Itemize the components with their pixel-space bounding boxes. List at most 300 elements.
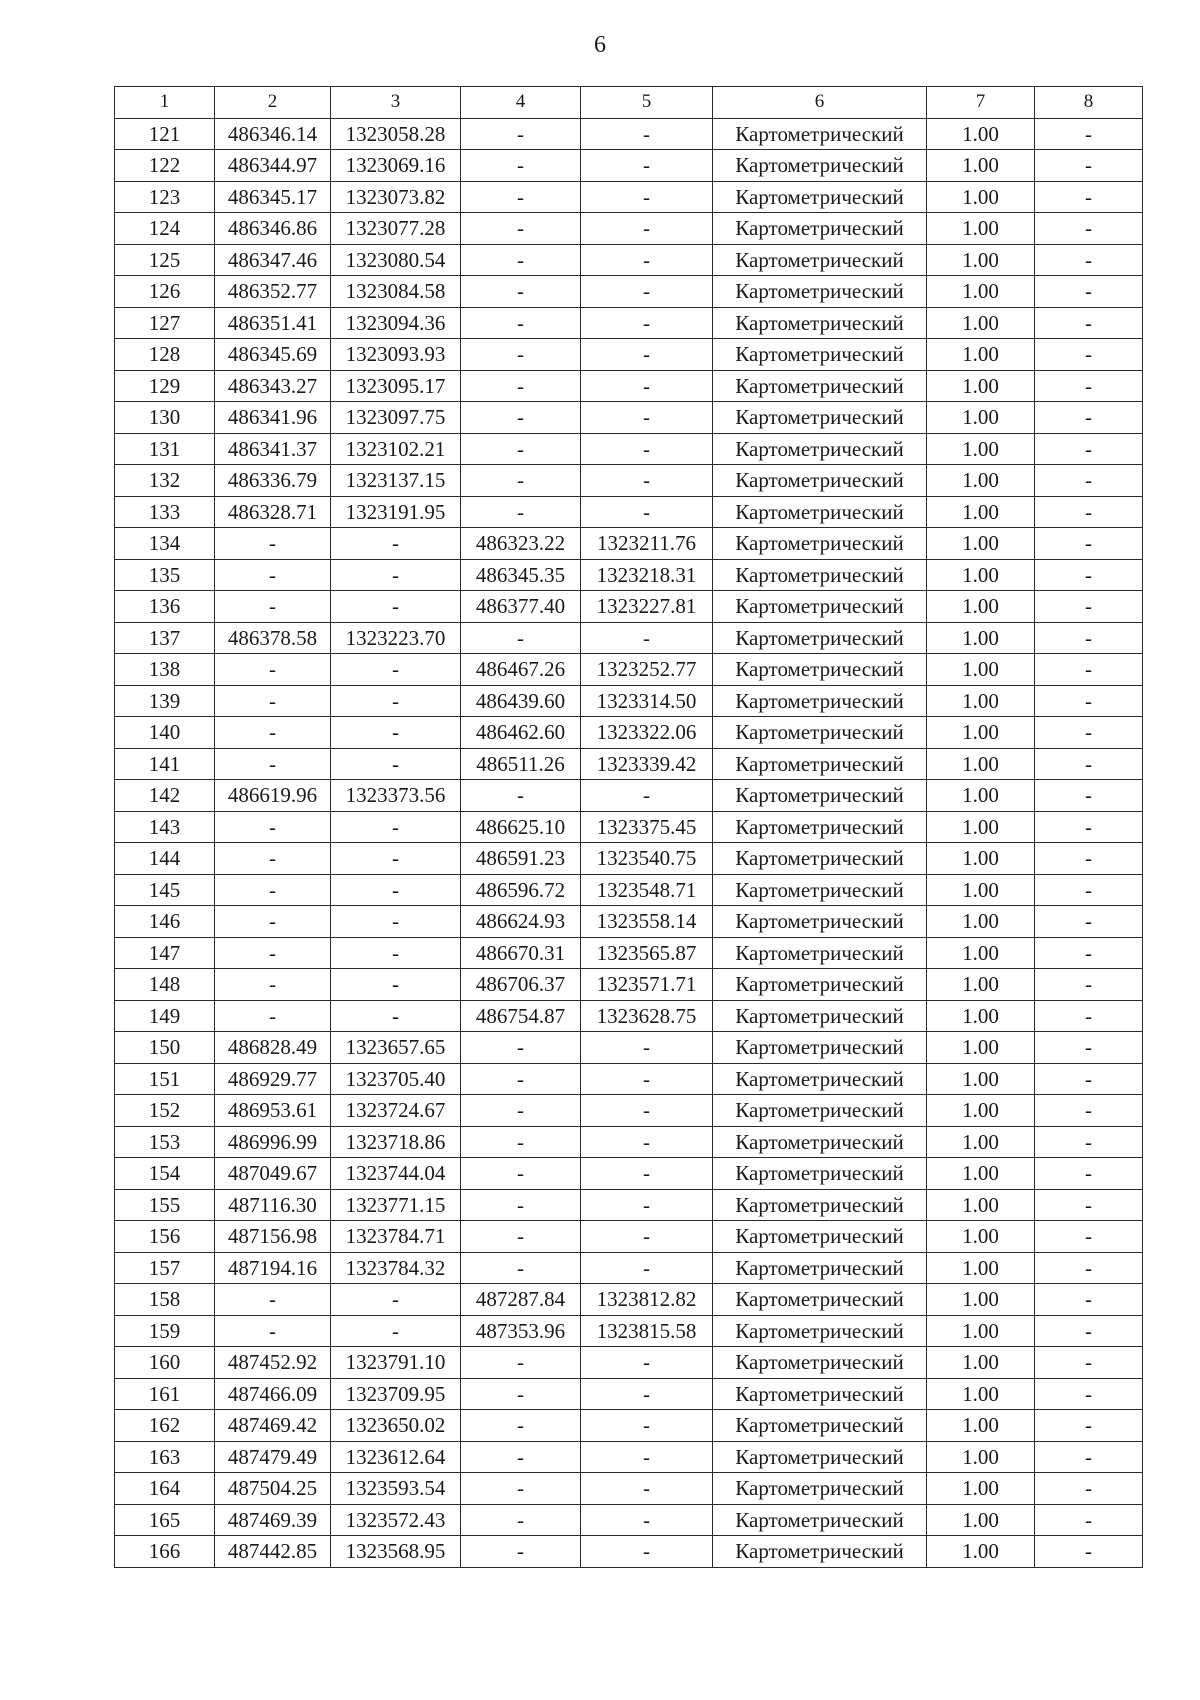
table-cell: - (331, 1000, 461, 1032)
table-cell: 148 (115, 969, 215, 1001)
table-cell: 486706.37 (461, 969, 581, 1001)
table-row (115, 339, 1143, 371)
table-cell: 486625.10 (461, 811, 581, 843)
table-cell: Картометрический (713, 685, 927, 717)
table-cell: - (1035, 244, 1143, 276)
table-cell: - (581, 118, 713, 150)
table-cell: 1323095.17 (331, 370, 461, 402)
table-cell: - (1035, 465, 1143, 497)
table-cell: - (1035, 213, 1143, 245)
table-cell: - (581, 780, 713, 812)
table-cell: - (581, 213, 713, 245)
table-cell: 1.00 (927, 717, 1035, 749)
table-cell: 486511.26 (461, 748, 581, 780)
table-cell: - (581, 1347, 713, 1379)
table-row (115, 1221, 1143, 1253)
table-cell: 487156.98 (215, 1221, 331, 1253)
table-cell: - (461, 1032, 581, 1064)
table-cell: Картометрический (713, 1095, 927, 1127)
table-cell: - (461, 244, 581, 276)
table-cell: 486670.31 (461, 937, 581, 969)
table-cell: - (215, 748, 331, 780)
table-row (115, 843, 1143, 875)
table-cell: Картометрический (713, 717, 927, 749)
table-cell: 1.00 (927, 559, 1035, 591)
table-cell: - (331, 843, 461, 875)
table-cell: Картометрический (713, 496, 927, 528)
table-cell: - (331, 528, 461, 560)
table-cell: - (1035, 1158, 1143, 1190)
table-cell: 1.00 (927, 528, 1035, 560)
table-cell: - (581, 622, 713, 654)
page-number: 6 (594, 32, 606, 58)
table-cell: - (331, 654, 461, 686)
table-cell: 1323097.75 (331, 402, 461, 434)
table-cell: - (331, 969, 461, 1001)
table-cell: - (1035, 370, 1143, 402)
table-row (115, 1095, 1143, 1127)
table-cell: 1.00 (927, 339, 1035, 371)
table-cell: - (461, 1095, 581, 1127)
table-cell: 1323069.16 (331, 150, 461, 182)
table-cell: 1.00 (927, 937, 1035, 969)
table-cell: 143 (115, 811, 215, 843)
table-cell: Картометрический (713, 465, 927, 497)
table-cell: - (461, 1441, 581, 1473)
table-cell: - (1035, 654, 1143, 686)
table-cell: 1323718.86 (331, 1126, 461, 1158)
table-cell: Картометрический (713, 244, 927, 276)
table-cell: - (1035, 717, 1143, 749)
table-cell: - (461, 433, 581, 465)
table-cell: - (461, 150, 581, 182)
table-cell: 145 (115, 874, 215, 906)
table-cell: 1.00 (927, 748, 1035, 780)
header-row (115, 87, 1143, 119)
table-cell: Картометрический (713, 1063, 927, 1095)
table-cell: 1.00 (927, 1095, 1035, 1127)
table-row (115, 1000, 1143, 1032)
table-cell: 1.00 (927, 1189, 1035, 1221)
table-cell: 486341.37 (215, 433, 331, 465)
table-cell: - (461, 1504, 581, 1536)
table-cell: 1.00 (927, 370, 1035, 402)
table-cell: - (461, 1126, 581, 1158)
table-cell: - (461, 118, 581, 150)
table-cell: 486328.71 (215, 496, 331, 528)
table-cell: 1323375.45 (581, 811, 713, 843)
table-cell: - (1035, 1536, 1143, 1568)
table-cell: 1.00 (927, 1315, 1035, 1347)
table-cell: - (581, 1095, 713, 1127)
table-cell: 134 (115, 528, 215, 560)
table-cell: - (1035, 150, 1143, 182)
table-cell: - (215, 685, 331, 717)
table-cell: 161 (115, 1378, 215, 1410)
table-cell: 157 (115, 1252, 215, 1284)
table-cell: - (1035, 1063, 1143, 1095)
table-cell: - (581, 1189, 713, 1221)
table-cell: 1.00 (927, 1000, 1035, 1032)
table-cell: 1.00 (927, 906, 1035, 938)
table-row (115, 1536, 1143, 1568)
table-cell: - (1035, 528, 1143, 560)
table-cell: - (1035, 811, 1143, 843)
table-cell: - (581, 1378, 713, 1410)
table-cell: 487194.16 (215, 1252, 331, 1284)
table-cell: - (331, 1315, 461, 1347)
table-cell: - (331, 559, 461, 591)
table-row (115, 1126, 1143, 1158)
table-cell: 1323771.15 (331, 1189, 461, 1221)
table-cell: - (461, 1347, 581, 1379)
table-cell: - (461, 1473, 581, 1505)
coordinates-table (114, 86, 1143, 1568)
table-cell: Картометрический (713, 1410, 927, 1442)
table-row (115, 685, 1143, 717)
table-cell: 486754.87 (461, 1000, 581, 1032)
table-header (115, 87, 1143, 119)
table-cell: Картометрический (713, 307, 927, 339)
table-cell: 135 (115, 559, 215, 591)
table-cell: Картометрический (713, 1284, 927, 1316)
table-cell: - (1035, 496, 1143, 528)
table-cell: - (461, 1158, 581, 1190)
table-cell: - (581, 1063, 713, 1095)
table-cell: - (581, 1252, 713, 1284)
table-cell: Картометрический (713, 937, 927, 969)
table-cell: 1323084.58 (331, 276, 461, 308)
table-cell: - (1035, 1095, 1143, 1127)
table-cell: 486462.60 (461, 717, 581, 749)
table-cell: 486344.97 (215, 150, 331, 182)
table-cell: - (581, 1441, 713, 1473)
table-cell: - (215, 1000, 331, 1032)
table-cell: - (331, 937, 461, 969)
table-cell: 1323077.28 (331, 213, 461, 245)
table-cell: 486591.23 (461, 843, 581, 875)
table-cell: Картометрический (713, 339, 927, 371)
table-cell: - (1035, 622, 1143, 654)
table-cell: - (1035, 1347, 1143, 1379)
table-cell: 487116.30 (215, 1189, 331, 1221)
table-cell: 486624.93 (461, 906, 581, 938)
table-cell: - (1035, 1315, 1143, 1347)
table-row (115, 874, 1143, 906)
table-cell: Картометрический (713, 1347, 927, 1379)
table-cell: 1.00 (927, 1378, 1035, 1410)
table-cell: Картометрический (713, 1378, 927, 1410)
table-cell: - (215, 811, 331, 843)
table-cell: Картометрический (713, 1189, 927, 1221)
table-cell: 486346.86 (215, 213, 331, 245)
table-row (115, 307, 1143, 339)
table-cell: 125 (115, 244, 215, 276)
table-cell: 1.00 (927, 811, 1035, 843)
table-cell: 1323080.54 (331, 244, 461, 276)
table-cell: - (215, 1315, 331, 1347)
table-cell: - (581, 1126, 713, 1158)
table-cell: Картометрический (713, 528, 927, 560)
table-cell: 1323211.76 (581, 528, 713, 560)
table-cell: 1.00 (927, 1032, 1035, 1064)
table-cell: - (581, 370, 713, 402)
table-row (115, 402, 1143, 434)
table-cell: 486346.14 (215, 118, 331, 150)
column-header-5: 5 (581, 87, 713, 119)
table-cell: 156 (115, 1221, 215, 1253)
table-cell: Картометрический (713, 654, 927, 686)
table-cell: 486929.77 (215, 1063, 331, 1095)
table-row (115, 906, 1143, 938)
table-row (115, 1504, 1143, 1536)
table-cell: - (461, 1189, 581, 1221)
table-cell: Картометрический (713, 433, 927, 465)
table-cell: - (461, 1063, 581, 1095)
table-cell: 487469.39 (215, 1504, 331, 1536)
table-cell: - (461, 181, 581, 213)
table-cell: 1.00 (927, 1473, 1035, 1505)
table-cell: 1323657.65 (331, 1032, 461, 1064)
table-cell: - (1035, 780, 1143, 812)
table-row (115, 1032, 1143, 1064)
table-cell: - (1035, 1410, 1143, 1442)
table-cell: 486343.27 (215, 370, 331, 402)
table-cell: - (1035, 748, 1143, 780)
table-cell: - (581, 1032, 713, 1064)
table-cell: Картометрический (713, 1252, 927, 1284)
table-cell: 121 (115, 118, 215, 150)
table-cell: - (1035, 1000, 1143, 1032)
table-cell: 126 (115, 276, 215, 308)
table-row (115, 528, 1143, 560)
table-cell: Картометрический (713, 402, 927, 434)
table-cell: 486996.99 (215, 1126, 331, 1158)
table-row (115, 1441, 1143, 1473)
table-cell: Картометрический (713, 1158, 927, 1190)
table-row (115, 748, 1143, 780)
table-cell: 127 (115, 307, 215, 339)
table-row (115, 370, 1143, 402)
table-row (115, 717, 1143, 749)
table-row (115, 213, 1143, 245)
table-cell: - (1035, 591, 1143, 623)
table-cell: 486619.96 (215, 780, 331, 812)
table-cell: 1.00 (927, 1126, 1035, 1158)
table-cell: - (461, 496, 581, 528)
table-cell: 1323223.70 (331, 622, 461, 654)
table-row (115, 496, 1143, 528)
table-cell: 1323705.40 (331, 1063, 461, 1095)
table-cell: - (1035, 1473, 1143, 1505)
table-cell: 1.00 (927, 622, 1035, 654)
table-cell: - (1035, 118, 1143, 150)
table-row (115, 1252, 1143, 1284)
table-cell: - (215, 591, 331, 623)
table-cell: - (331, 591, 461, 623)
table-cell: Картометрический (713, 370, 927, 402)
table-cell: 165 (115, 1504, 215, 1536)
table-cell: - (215, 906, 331, 938)
table-cell: - (1035, 1189, 1143, 1221)
table-cell: - (581, 339, 713, 371)
table-cell: 1.00 (927, 118, 1035, 150)
table-cell: 1323218.31 (581, 559, 713, 591)
table-cell: 1.00 (927, 1063, 1035, 1095)
table-cell: 1.00 (927, 1158, 1035, 1190)
table-cell: - (1035, 874, 1143, 906)
column-header-3: 3 (331, 87, 461, 119)
table-cell: - (1035, 843, 1143, 875)
table-cell: 1.00 (927, 1284, 1035, 1316)
table-row (115, 780, 1143, 812)
table-cell: Картометрический (713, 843, 927, 875)
table-cell: 486341.96 (215, 402, 331, 434)
table-cell: 487049.67 (215, 1158, 331, 1190)
table-cell: 1323252.77 (581, 654, 713, 686)
table-cell: 1323568.95 (331, 1536, 461, 1568)
table-cell: 144 (115, 843, 215, 875)
table-cell: 1323322.06 (581, 717, 713, 749)
table-cell: - (461, 307, 581, 339)
table-cell: 1323815.58 (581, 1315, 713, 1347)
table-cell: 1323094.36 (331, 307, 461, 339)
table-cell: 1323791.10 (331, 1347, 461, 1379)
table-cell: 487466.09 (215, 1378, 331, 1410)
table-cell: - (215, 654, 331, 686)
table-cell: 1.00 (927, 1410, 1035, 1442)
table-cell: - (461, 1378, 581, 1410)
table-cell: Картометрический (713, 622, 927, 654)
table-cell: 1323058.28 (331, 118, 461, 150)
table-cell: 487479.49 (215, 1441, 331, 1473)
table-cell: 487469.42 (215, 1410, 331, 1442)
table-cell: Картометрический (713, 276, 927, 308)
table-cell: 1323137.15 (331, 465, 461, 497)
column-header-8: 8 (1035, 87, 1143, 119)
table-cell: - (331, 874, 461, 906)
table-row (115, 1378, 1143, 1410)
table-cell: 1323093.93 (331, 339, 461, 371)
table-cell: - (331, 717, 461, 749)
table-cell: 149 (115, 1000, 215, 1032)
table-cell: 153 (115, 1126, 215, 1158)
table-cell: - (581, 1536, 713, 1568)
table-cell: 1323572.43 (331, 1504, 461, 1536)
table-cell: 1323709.95 (331, 1378, 461, 1410)
table-cell: Картометрический (713, 811, 927, 843)
table-cell: Картометрический (713, 181, 927, 213)
table-cell: 1.00 (927, 244, 1035, 276)
table-cell: - (1035, 1252, 1143, 1284)
table-cell: 1.00 (927, 1441, 1035, 1473)
table-cell: - (1035, 433, 1143, 465)
table-cell: 486347.46 (215, 244, 331, 276)
table-cell: - (1035, 1504, 1143, 1536)
table-cell: 1.00 (927, 1221, 1035, 1253)
table-cell: 139 (115, 685, 215, 717)
table-cell: - (215, 843, 331, 875)
table-cell: - (215, 528, 331, 560)
table-cell: - (1035, 1378, 1143, 1410)
table-cell: - (581, 307, 713, 339)
table-cell: - (581, 181, 713, 213)
table-cell: 1.00 (927, 213, 1035, 245)
table-row (115, 118, 1143, 150)
table-cell: 142 (115, 780, 215, 812)
table-cell: 1.00 (927, 685, 1035, 717)
table-cell: Картометрический (713, 969, 927, 1001)
table-cell: 1323571.71 (581, 969, 713, 1001)
table-cell: - (581, 433, 713, 465)
table-cell: 129 (115, 370, 215, 402)
table-cell: - (581, 1473, 713, 1505)
table-cell: 486351.41 (215, 307, 331, 339)
table-cell: 131 (115, 433, 215, 465)
table-cell: Картометрический (713, 874, 927, 906)
column-header-6: 6 (713, 87, 927, 119)
table-cell: 1323102.21 (331, 433, 461, 465)
table-cell: - (581, 276, 713, 308)
table-cell: - (1035, 339, 1143, 371)
table-cell: 486345.17 (215, 181, 331, 213)
table-cell: 486953.61 (215, 1095, 331, 1127)
table-cell: 136 (115, 591, 215, 623)
column-header-4: 4 (461, 87, 581, 119)
table-cell: 1.00 (927, 433, 1035, 465)
table-cell: 487504.25 (215, 1473, 331, 1505)
table-row (115, 622, 1143, 654)
table-cell: - (215, 937, 331, 969)
table-cell: Картометрический (713, 213, 927, 245)
table-body (115, 118, 1143, 1567)
table-cell: - (1035, 402, 1143, 434)
table-row (115, 1410, 1143, 1442)
table-cell: 1.00 (927, 276, 1035, 308)
table-cell: 486439.60 (461, 685, 581, 717)
table-row (115, 559, 1143, 591)
table-cell: 487287.84 (461, 1284, 581, 1316)
table-cell: 123 (115, 181, 215, 213)
table-cell: Картометрический (713, 906, 927, 938)
column-header-1: 1 (115, 87, 215, 119)
table-row (115, 969, 1143, 1001)
table-cell: - (1035, 1126, 1143, 1158)
table-cell: 486377.40 (461, 591, 581, 623)
table-row (115, 276, 1143, 308)
table-cell: 1323548.71 (581, 874, 713, 906)
table-cell: 1323073.82 (331, 181, 461, 213)
table-row (115, 654, 1143, 686)
table-cell: 486352.77 (215, 276, 331, 308)
table-row (115, 1158, 1143, 1190)
table-row (115, 1189, 1143, 1221)
table-cell: 486828.49 (215, 1032, 331, 1064)
table-cell: - (581, 244, 713, 276)
table-cell: 1323227.81 (581, 591, 713, 623)
table-cell: 150 (115, 1032, 215, 1064)
table-row (115, 244, 1143, 276)
table-cell: - (331, 906, 461, 938)
table-cell: 487452.92 (215, 1347, 331, 1379)
table-row (115, 1063, 1143, 1095)
table-cell: - (461, 276, 581, 308)
table-cell: Картометрический (713, 591, 927, 623)
table-cell: 1323565.87 (581, 937, 713, 969)
table-cell: 1.00 (927, 874, 1035, 906)
table-cell: 133 (115, 496, 215, 528)
table-cell: 1.00 (927, 591, 1035, 623)
